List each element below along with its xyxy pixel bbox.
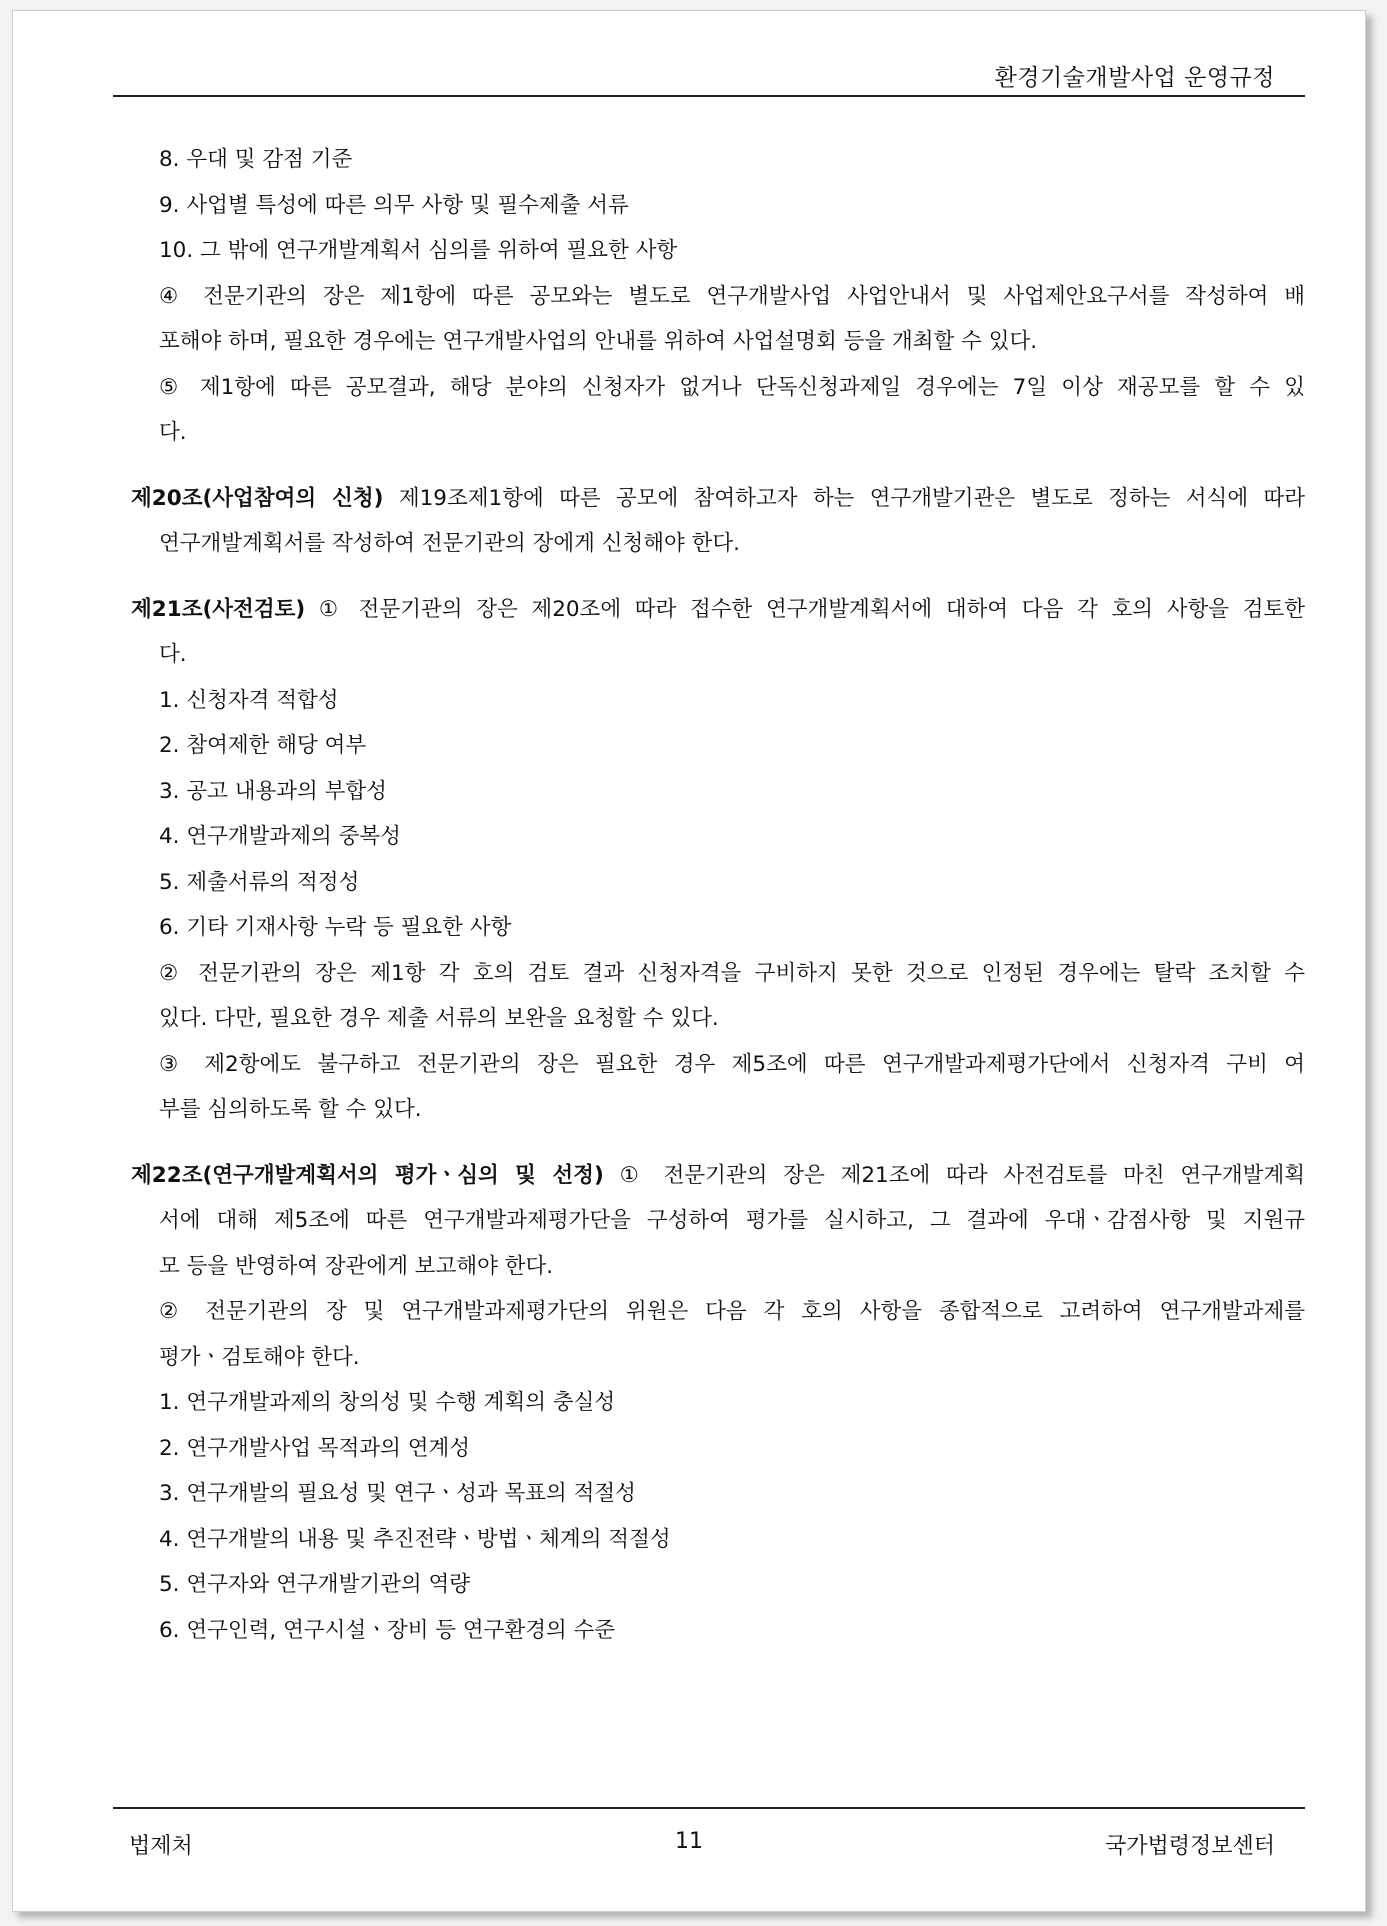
- footer-divider: [113, 1807, 1305, 1809]
- paragraph-line: ② 전문기관의 장은 제1항 각 호의 검토 결과 신청자격을 구비하지 못한 것으로 인정된 경우에는 탈락 조치할 수: [159, 960, 1305, 986]
- article-21-title: 제21조(사전검토): [131, 596, 306, 622]
- document-page: [12, 10, 1366, 1912]
- running-header-title: 환경기술개발사업 운영규정: [994, 65, 1275, 91]
- list-item: 5. 연구자와 연구개발기관의 역량: [159, 1572, 471, 1597]
- paragraph-line: ④ 전문기관의 장은 제1항에 따른 공모와는 별도로 연구개발사업 사업안내서 및 사업제안요구서를 작성하여 배: [159, 283, 1305, 309]
- list-item: 2. 연구개발사업 목적과의 연계성: [159, 1435, 471, 1461]
- article-22-title: 제22조(연구개발계획서의 평가ㆍ심의 및 선정): [131, 1162, 604, 1188]
- paragraph-line: ③ 제2항에도 불구하고 전문기관의 장은 필요한 경우 제5조에 따른 연구개발과제평가단에서 신청자격 구비 여: [159, 1051, 1305, 1077]
- page-number: 11: [675, 1829, 703, 1854]
- list-item: 6. 연구인력, 연구시설ㆍ장비 등 연구환경의 수준: [159, 1617, 616, 1643]
- article-20-first-line: [131, 476, 1305, 522]
- paragraph-line: ② 전문기관의 장 및 연구개발과제평가단의 위원은 다음 각 호의 사항을 종합적으로 고려하여 연구개발과제를: [159, 1299, 1305, 1324]
- paragraph-line: 연구개발계획서를 작성하여 전문기관의 장에게 신청해야 한다.: [159, 531, 741, 556]
- paragraph-line: 다.: [159, 642, 187, 667]
- header-divider: [113, 95, 1305, 97]
- list-item: 9. 사업별 특성에 따른 의무 사항 및 필수제출 서류: [159, 192, 629, 218]
- article-20-text: 제19조제1항에 따른 공모에 참여하고자 하는 연구개발기관은 별도로 정하는 서식에 따라: [383, 485, 1305, 511]
- list-item: 6. 기타 기재사항 누락 등 필요한 사항: [159, 915, 512, 940]
- list-item: 10. 그 밖에 연구개발계획서 심의를 위하여 필요한 사항: [159, 238, 678, 263]
- paragraph-line: ⑤ 제1항에 따른 공모결과, 해당 분야의 신청자가 없거나 단독신청과제일 경우에는 7일 이상 재공모를 할 수 있: [159, 374, 1305, 400]
- paragraph-line: 부를 심의하도록 할 수 있다.: [159, 1097, 422, 1122]
- paragraph-line: 서에 대해 제5조에 따른 연구개발과제평가단을 구성하여 평가를 실시하고, 그 결과에 우대ㆍ감점사항 및 지원규: [159, 1208, 1305, 1233]
- list-item: 4. 연구개발의 내용 및 추진전략ㆍ방법ㆍ체계의 적절성: [159, 1526, 671, 1552]
- paragraph-line: 있다. 다만, 필요한 경우 제출 서류의 보완을 요청할 수 있다.: [159, 1006, 719, 1031]
- footer-source: 국가법령정보센터: [1104, 1834, 1275, 1859]
- list-item: 2. 참여제한 해당 여부: [159, 733, 367, 758]
- list-item: 5. 제출서류의 적정성: [159, 869, 360, 895]
- article-21-text: ① 전문기관의 장은 제20조에 따라 접수한 연구개발계획서에 대하여 다음 각 호의 사항을 검토한: [305, 596, 1305, 622]
- list-item: 3. 공고 내용과의 부합성: [159, 778, 387, 804]
- list-item: 1. 신청자격 적합성: [159, 687, 339, 713]
- article-22-first-line: [131, 1153, 1305, 1199]
- paragraph-line: 모 등을 반영하여 장관에게 보고해야 한다.: [159, 1253, 554, 1279]
- footer-publisher: 법제처: [129, 1834, 193, 1859]
- document-body: [131, 137, 1305, 1653]
- paragraph-line: 다.: [159, 420, 187, 445]
- article-20-title: 제20조(사업참여의 신청): [131, 485, 384, 511]
- article-22-text: ① 전문기관의 장은 제21조에 따라 사전검토를 마친 연구개발계획: [603, 1162, 1305, 1188]
- paragraph-line: 평가ㆍ검토해야 한다.: [159, 1344, 360, 1370]
- paragraph-line: 포해야 하며, 필요한 경우에는 연구개발사업의 안내를 위하여 사업설명회 등을 개최할 수 있다.: [159, 329, 1038, 354]
- article-21-first-line: [131, 587, 1305, 633]
- list-item: 8. 우대 및 감점 기준: [159, 147, 353, 172]
- list-item: 4. 연구개발과제의 중복성: [159, 824, 401, 849]
- list-item: 3. 연구개발의 필요성 및 연구ㆍ성과 목표의 적절성: [159, 1481, 636, 1506]
- list-item: 1. 연구개발과제의 창의성 및 수행 계획의 충실성: [159, 1390, 616, 1415]
